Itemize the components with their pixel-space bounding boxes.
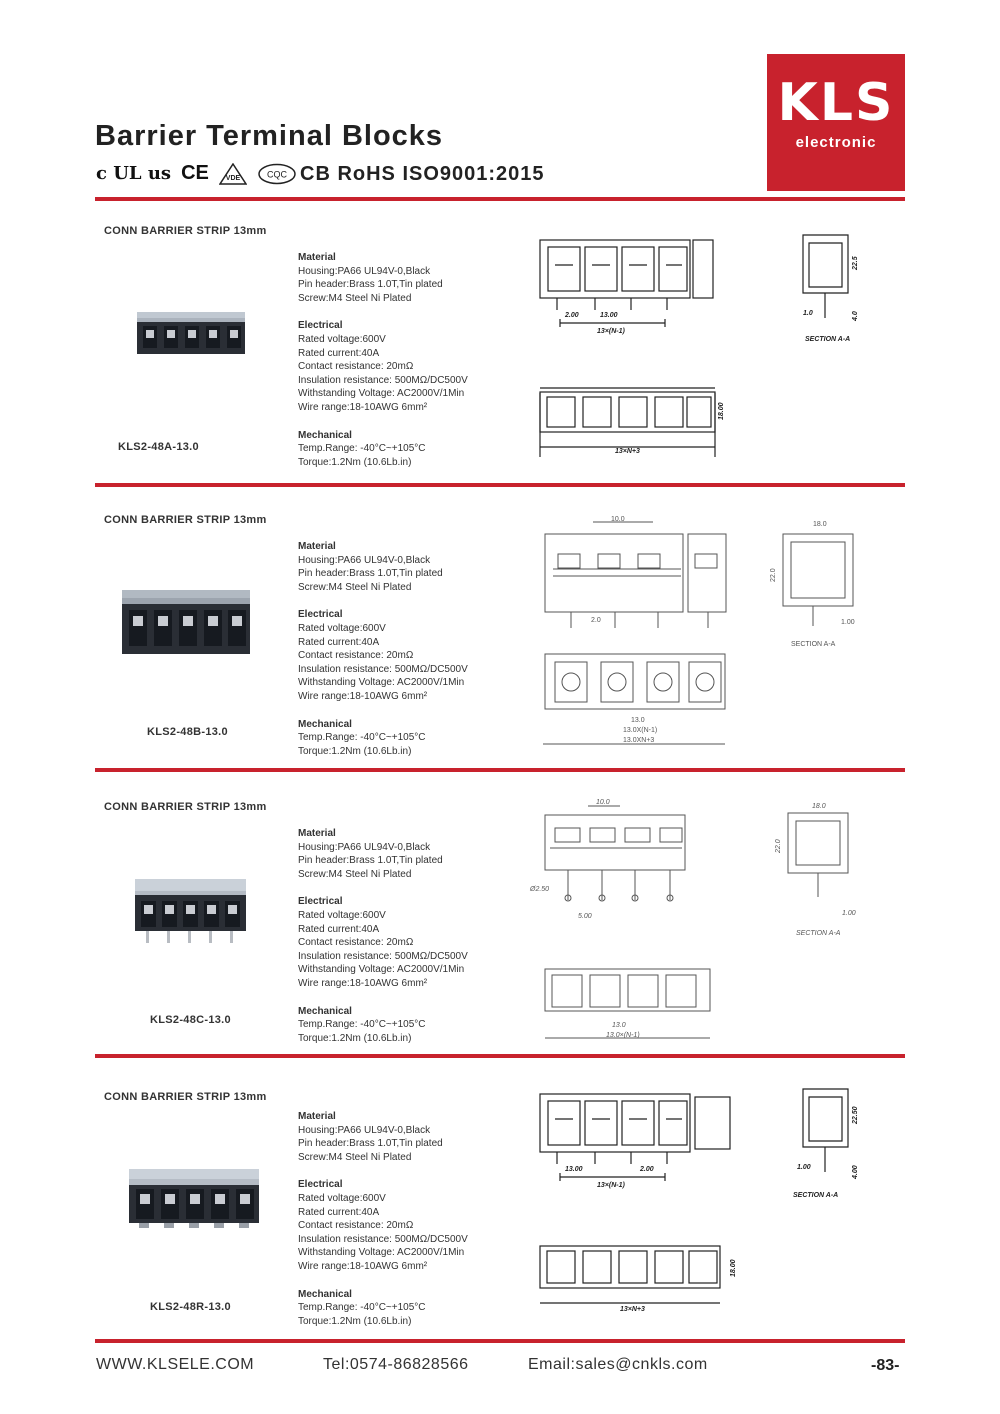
spec-list (298, 1110, 468, 1342)
dim-label: 13.0 (612, 1022, 626, 1029)
spec-line: Temp.Range: -40°C~+105°C (298, 1019, 426, 1031)
spec-line: Rated voltage:600V (298, 622, 386, 634)
spec-line: Insulation resistance: 500MΩ/DC500V (298, 663, 468, 675)
dim-label: 13.00 (600, 312, 618, 319)
section-label: SECTION A-A (805, 336, 851, 343)
section-label: SECTION A-A (796, 930, 841, 937)
footer-tel: Tel:0574-86828566 (323, 1356, 469, 1373)
dim-label: 13×(N-1) (597, 328, 625, 335)
dim-label: 22.5 (852, 256, 859, 270)
section-heading: CONN BARRIER STRIP 13mm (104, 514, 267, 526)
model-number: KLS2-48R-13.0 (150, 1301, 231, 1313)
technical-drawing (535, 225, 905, 460)
divider (95, 483, 905, 487)
spec-line: Housing:PA66 UL94V-0,Black (298, 554, 431, 566)
spec-line: Torque:1.2Nm (10.6Lb.in) (298, 456, 412, 468)
dim-label: 1.00 (841, 619, 855, 626)
logo-sub-text: electronic (795, 134, 877, 151)
spec-line: Rated current:40A (298, 923, 380, 935)
model-number: KLS2-48B-13.0 (147, 726, 228, 738)
mechanical-heading: Mechanical (298, 429, 352, 441)
dim-label: 4.0 (852, 311, 859, 321)
spec-line: Temp.Range: -40°C~+105°C (298, 1302, 426, 1314)
divider (95, 197, 905, 201)
spec-line: Screw:M4 Steel Ni Plated (298, 581, 412, 593)
spec-line: Pin header:Brass 1.0T,Tin plated (298, 855, 443, 867)
spec-line: Withstanding Voltage: AC2000V/1Min (298, 1247, 465, 1259)
dim-label: Ø2.50 (530, 886, 550, 893)
spec-line: Rated voltage:600V (298, 1192, 386, 1204)
dim-label: 13.0X(N-1) (623, 727, 658, 734)
spec-line: Pin header:Brass 1.0T,Tin plated (298, 568, 443, 580)
material-heading: Material (298, 1111, 336, 1122)
spec-line: Wire range:18-10AWG 6mm² (298, 977, 428, 989)
spec-line: Wire range:18-10AWG 6mm² (298, 401, 428, 413)
dim-label: 13.00 (565, 1166, 583, 1173)
spec-line: Insulation resistance: 500MΩ/DC500V (298, 950, 468, 962)
page-title: Barrier Terminal Blocks (95, 120, 444, 152)
dim-label: 13×N+3 (620, 1306, 645, 1313)
spec-line: Contact resistance: 20mΩ (298, 361, 414, 373)
certification-text: CB RoHS ISO9001:2015 (300, 163, 545, 185)
dim-label: 5.00 (578, 913, 592, 920)
dim-label: 18.00 (718, 402, 725, 420)
section-heading: CONN BARRIER STRIP 13mm (104, 225, 267, 237)
section-label: SECTION A-A (793, 1192, 839, 1199)
material-heading: Material (298, 541, 336, 552)
divider (95, 768, 905, 772)
dim-label: 13.0×(N-1) (606, 1032, 640, 1039)
electrical-heading: Electrical (298, 320, 343, 332)
spec-line: Insulation resistance: 500MΩ/DC500V (298, 374, 468, 386)
spec-line: Torque:1.2Nm (10.6Lb.in) (298, 1032, 412, 1044)
material-heading: Material (298, 252, 336, 263)
kls-logo (767, 54, 905, 191)
technical-drawing (543, 514, 905, 749)
spec-line: Withstanding Voltage: AC2000V/1Min (298, 677, 465, 689)
spec-list (298, 251, 468, 483)
spec-line: Contact resistance: 20mΩ (298, 650, 414, 662)
electrical-heading: Electrical (298, 609, 343, 621)
spec-line: Wire range:18-10AWG 6mm² (298, 690, 428, 702)
spec-line: Rated voltage:600V (298, 333, 386, 345)
spec-line: Housing:PA66 UL94V-0,Black (298, 265, 431, 277)
spec-line: Withstanding Voltage: AC2000V/1Min (298, 964, 465, 976)
product-section-48b (95, 514, 905, 764)
vde-mark-icon (219, 163, 247, 185)
dim-label: 18.0 (813, 521, 827, 528)
dim-label: 13.0XN+3 (623, 737, 655, 744)
footer-website: WWW.KLSELE.COM (96, 1356, 255, 1373)
spec-line: Temp.Range: -40°C~+105°C (298, 732, 426, 744)
cqc-mark-icon (257, 163, 297, 185)
spec-line: Pin header:Brass 1.0T,Tin plated (298, 279, 443, 291)
mechanical-heading: Mechanical (298, 1005, 352, 1017)
dim-label: 4.00 (852, 1165, 859, 1179)
page-number: -83- (871, 1357, 900, 1374)
section-heading: CONN BARRIER STRIP 13mm (104, 1091, 267, 1103)
product-photo (133, 877, 248, 947)
product-section-48c (95, 801, 905, 1051)
dim-label: 18.0 (812, 803, 826, 810)
spec-line: Torque:1.2Nm (10.6Lb.in) (298, 745, 412, 757)
dim-label: 18.00 (730, 1259, 737, 1277)
logo-main-text: KLS (777, 73, 895, 133)
spec-line: Contact resistance: 20mΩ (298, 1220, 414, 1232)
section-label: SECTION A-A (791, 641, 836, 648)
dim-label: 22.0 (770, 568, 777, 582)
technical-drawing (535, 1079, 905, 1314)
spec-line: Torque:1.2Nm (10.6Lb.in) (298, 1315, 412, 1327)
spec-line: Rated current:40A (298, 1206, 380, 1218)
spec-line: Housing:PA66 UL94V-0,Black (298, 841, 431, 853)
spec-list (298, 540, 468, 772)
dim-label: 22.0 (775, 839, 782, 853)
spec-line: Contact resistance: 20mΩ (298, 937, 414, 949)
mechanical-heading: Mechanical (298, 1288, 352, 1300)
divider (95, 1339, 905, 1343)
dim-label: 1.0 (803, 310, 813, 317)
spec-line: Rated voltage:600V (298, 909, 386, 921)
dim-label: 10.0 (611, 516, 625, 523)
spec-line: Rated current:40A (298, 347, 380, 359)
dim-label: 13.0 (631, 717, 645, 724)
dim-label: 1.00 (797, 1164, 811, 1171)
product-photo (135, 310, 247, 356)
spec-line: Screw:M4 Steel Ni Plated (298, 1151, 412, 1163)
spec-line: Pin header:Brass 1.0T,Tin plated (298, 1138, 443, 1150)
electrical-heading: Electrical (298, 1179, 343, 1191)
technical-drawing (520, 793, 905, 1043)
footer-email: Email:sales@cnkls.com (528, 1356, 708, 1373)
model-number: KLS2-48A-13.0 (118, 441, 199, 453)
model-number: KLS2-48C-13.0 (150, 1014, 231, 1026)
svg-text:CQC: CQC (266, 169, 287, 179)
spec-line: Insulation resistance: 500MΩ/DC500V (298, 1233, 468, 1245)
spec-line: Screw:M4 Steel Ni Plated (298, 868, 412, 880)
dim-label: 10.0 (596, 799, 610, 806)
ce-mark-icon: CE (181, 162, 209, 184)
electrical-heading: Electrical (298, 896, 343, 908)
spec-list (298, 827, 468, 1059)
product-photo (127, 1167, 261, 1237)
spec-line: Withstanding Voltage: AC2000V/1Min (298, 388, 465, 400)
dim-label: 22.50 (852, 1106, 859, 1124)
section-heading: CONN BARRIER STRIP 13mm (104, 801, 267, 813)
dim-label: 1.00 (842, 910, 856, 917)
product-section-48a (95, 225, 905, 475)
dim-label: 2.00 (640, 1166, 654, 1173)
product-section-48r (95, 1091, 905, 1336)
dim-label: 13×N+3 (615, 448, 640, 455)
dim-label: 13×(N-1) (597, 1182, 625, 1189)
product-photo (120, 588, 252, 658)
material-heading: Material (298, 828, 336, 839)
dim-label: 2.00 (565, 312, 579, 319)
spec-line: Screw:M4 Steel Ni Plated (298, 292, 412, 304)
svg-text:VDE: VDE (225, 174, 241, 182)
dim-label: 2.0 (591, 617, 601, 624)
spec-line: Wire range:18-10AWG 6mm² (298, 1260, 428, 1272)
divider (95, 1054, 905, 1058)
spec-line: Rated current:40A (298, 636, 380, 648)
certification-marks (96, 162, 297, 185)
spec-line: Temp.Range: -40°C~+105°C (298, 443, 426, 455)
spec-line: Housing:PA66 UL94V-0,Black (298, 1124, 431, 1136)
mechanical-heading: Mechanical (298, 718, 352, 730)
ul-mark-icon: c UL us (96, 163, 172, 184)
